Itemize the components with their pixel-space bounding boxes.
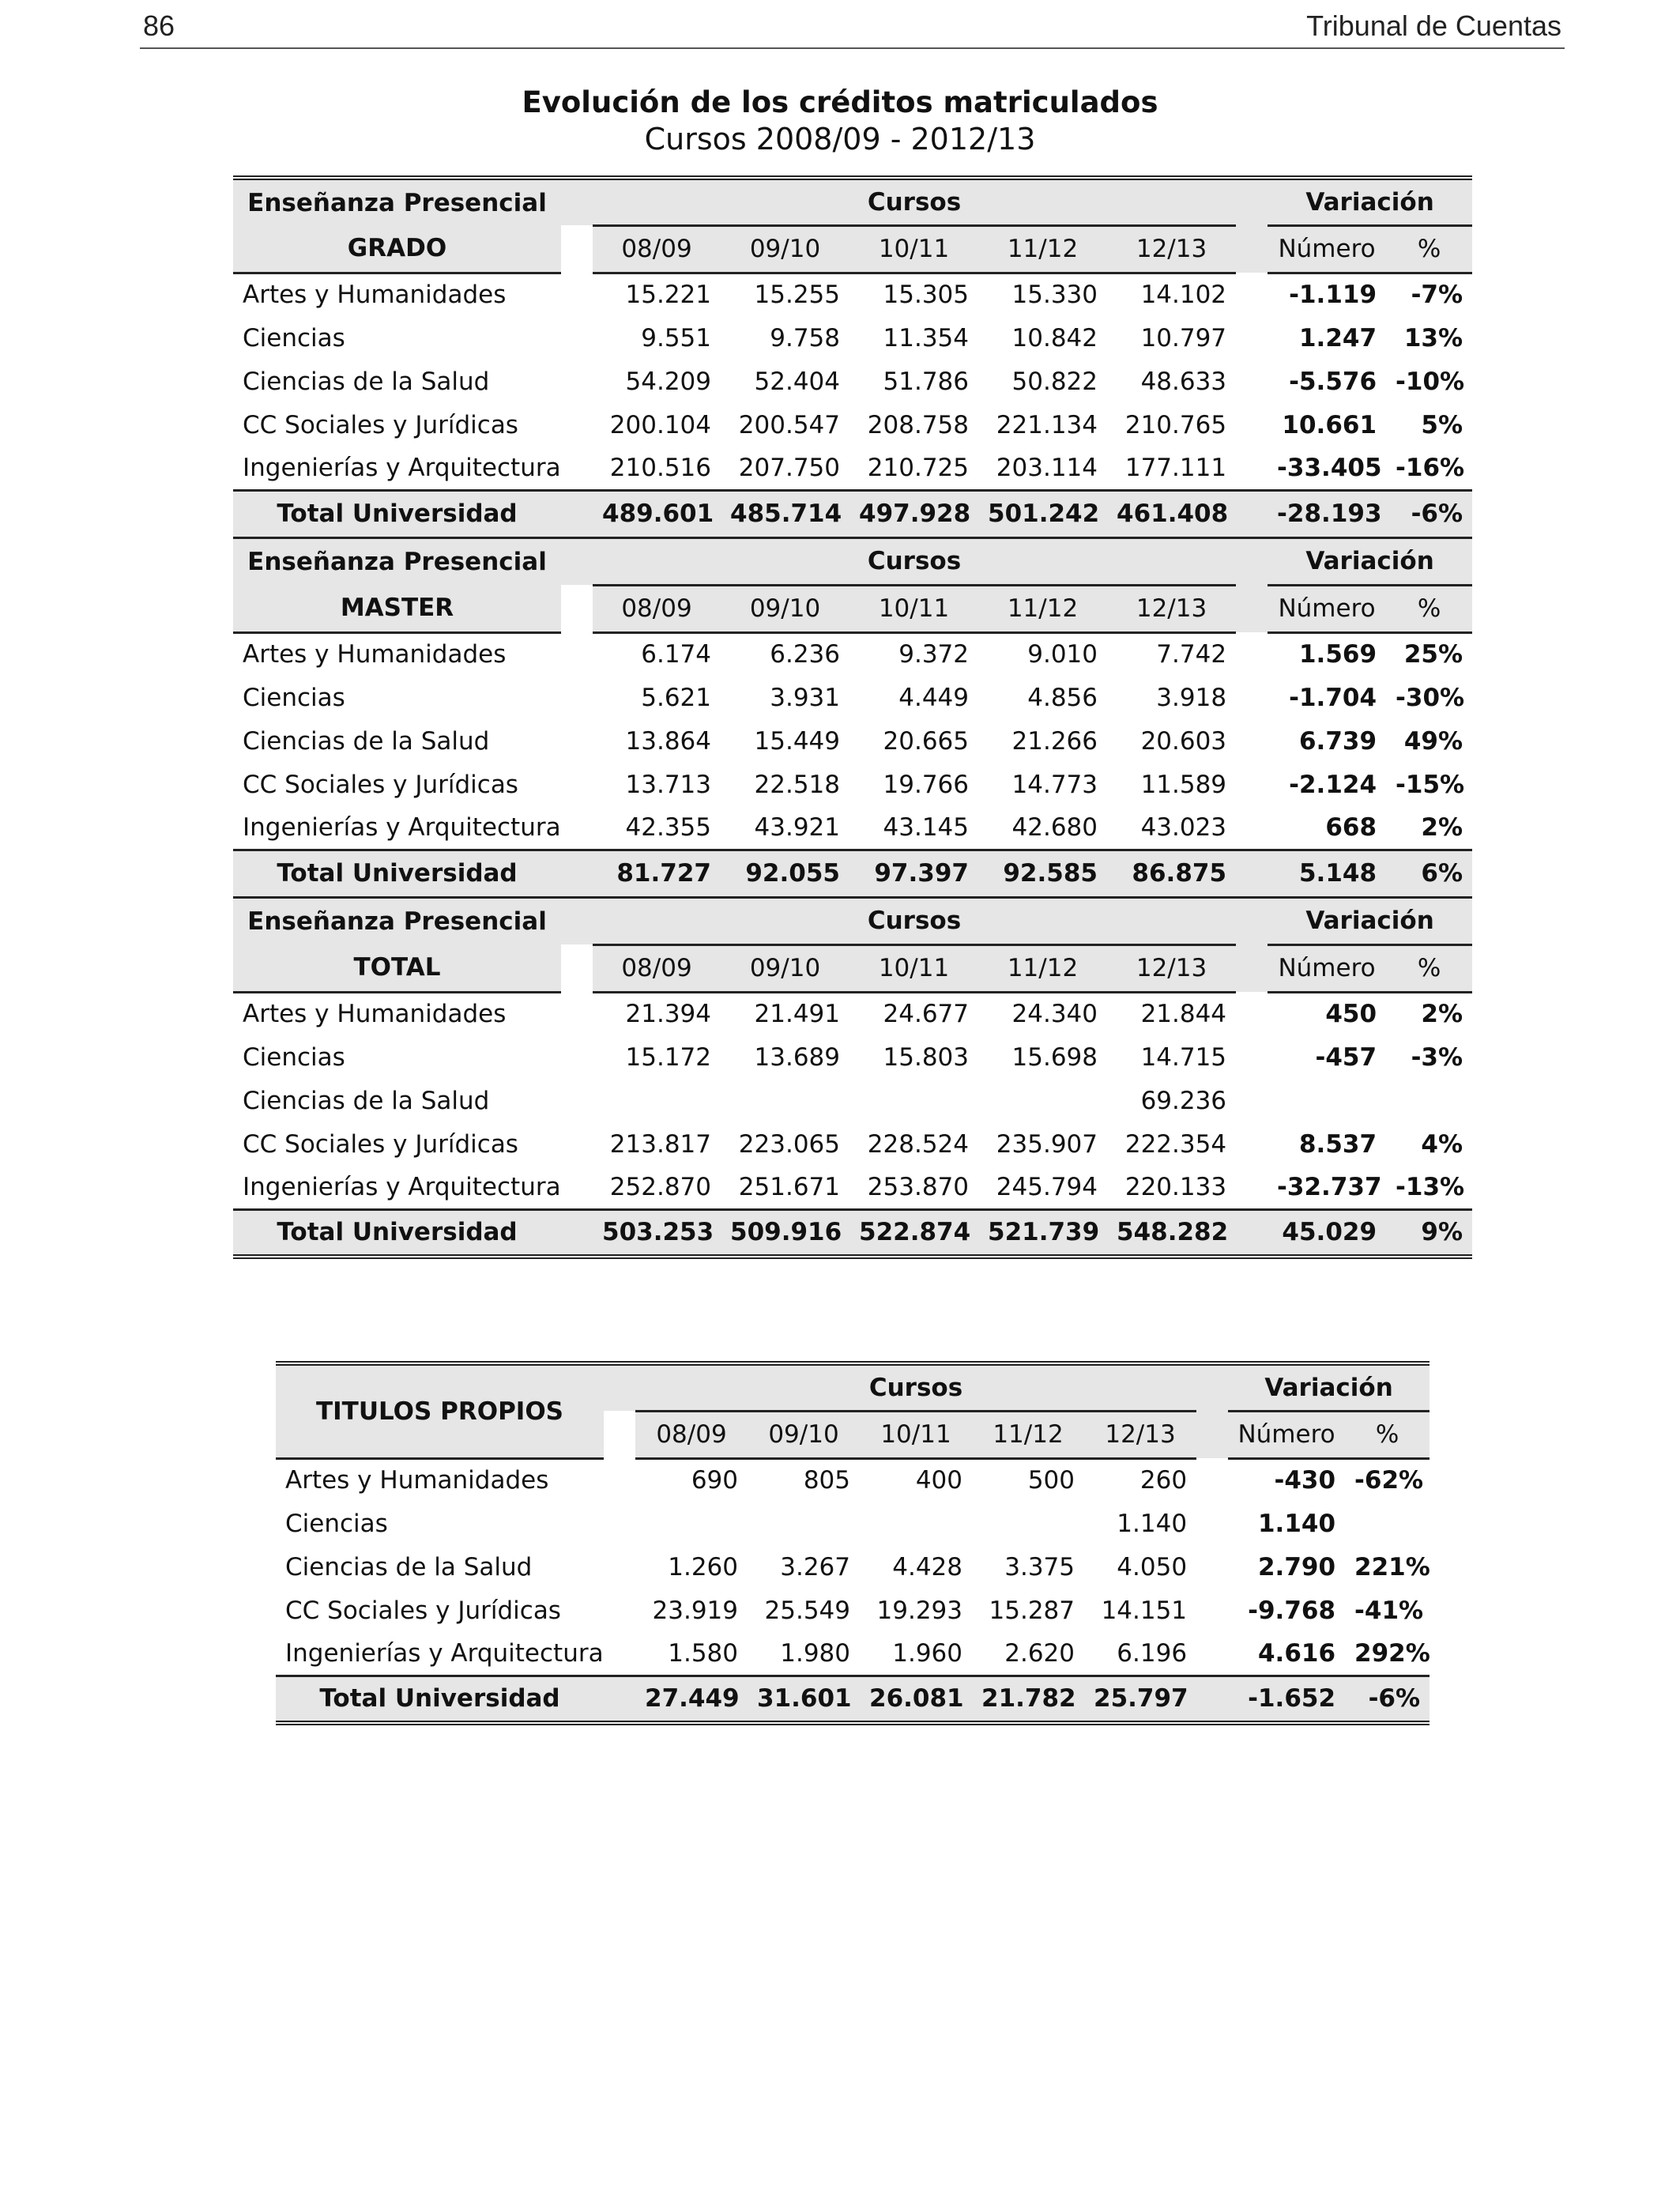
value-cell: 1.980	[780, 1638, 850, 1668]
value-cell: 690	[691, 1466, 738, 1495]
total-value-cell: 97.397	[849, 850, 978, 897]
value-cell: 177.111	[1124, 453, 1227, 482]
page-number: 86	[143, 9, 175, 42]
value-cell: 3.267	[780, 1552, 850, 1581]
row-label: Ciencias	[285, 1509, 388, 1538]
value-cell: 21.491	[754, 1000, 840, 1029]
section-type-label: Enseñanza Presencial	[233, 537, 561, 585]
var-num-cell: 1.247	[1298, 323, 1377, 352]
var-num-cell: -33.405	[1277, 453, 1382, 482]
year-header: 11/12	[978, 225, 1107, 273]
row-label: CC Sociales y Jurídicas	[285, 1596, 561, 1625]
page-header	[140, 3, 1565, 49]
value-cell: 3.375	[1004, 1552, 1075, 1581]
year-header: 09/10	[721, 944, 849, 992]
value-cell	[972, 1502, 1084, 1545]
value-cell: 9.372	[898, 640, 969, 669]
var-pct-cell: 2%	[1421, 1000, 1463, 1029]
year-header: 10/11	[849, 944, 978, 992]
value-cell: 43.145	[883, 812, 969, 842]
value-cell: 11.589	[1140, 770, 1227, 799]
year-header: 11/12	[978, 944, 1107, 992]
value-cell: 200.547	[738, 410, 840, 439]
var-num-cell: 668	[1325, 812, 1377, 842]
table-row	[233, 632, 1472, 676]
total-value-cell: 26.081	[860, 1676, 972, 1723]
main-credits-table	[233, 175, 1472, 1259]
total-var-pct: -6%	[1386, 490, 1472, 537]
table-row	[233, 1122, 1472, 1166]
value-cell: 200.104	[609, 410, 711, 439]
value-cell: 22.518	[754, 770, 840, 799]
total-value-cell: 501.242	[978, 490, 1107, 537]
row-label: CC Sociales y Jurídicas	[243, 410, 518, 439]
total-value-cell: 522.874	[849, 1209, 978, 1257]
total-label: Total Universidad	[276, 1676, 604, 1723]
cursos-header: Cursos	[593, 178, 1236, 225]
section-header-row	[233, 537, 1472, 585]
total-value-cell: 521.739	[978, 1209, 1107, 1257]
total-row	[233, 1209, 1472, 1257]
total-value-cell: 485.714	[721, 490, 849, 537]
section-subheader-row	[233, 585, 1472, 632]
var-pct-cell: 4%	[1421, 1129, 1463, 1159]
var-pct-cell: -13%	[1396, 1172, 1465, 1201]
table-row	[233, 806, 1472, 850]
table-row	[276, 1632, 1430, 1676]
value-cell: 221.134	[996, 410, 1098, 439]
year-header: 09/10	[721, 225, 849, 273]
value-cell: 15.255	[754, 281, 840, 310]
value-cell: 400	[915, 1466, 962, 1495]
value-cell: 6.236	[770, 640, 840, 669]
value-cell: 253.870	[867, 1172, 969, 1201]
value-cell	[748, 1502, 860, 1545]
total-value-cell: 497.928	[849, 490, 978, 537]
total-var-pct: 6%	[1386, 850, 1472, 897]
total-label: Total Universidad	[233, 490, 561, 537]
table-row	[276, 1502, 1430, 1545]
row-label: Ciencias	[243, 323, 345, 352]
var-num-cell: -9.768	[1248, 1596, 1336, 1625]
value-cell: 203.114	[996, 453, 1098, 482]
table-row	[276, 1589, 1430, 1632]
var-pct-cell: -3%	[1411, 1042, 1463, 1072]
year-header: 09/10	[748, 1411, 860, 1458]
var-pct-cell	[1345, 1502, 1430, 1545]
row-label: Ingenierías y Arquitectura	[243, 453, 561, 482]
value-cell: 48.633	[1140, 367, 1227, 396]
total-var-num: 45.029	[1268, 1209, 1386, 1257]
value-cell: 222.354	[1124, 1129, 1227, 1159]
value-cell: 252.870	[609, 1172, 711, 1201]
value-cell: 3.918	[1156, 683, 1227, 712]
value-cell: 24.340	[1011, 1000, 1098, 1029]
value-cell: 1.140	[1117, 1509, 1188, 1538]
value-cell: 13.713	[625, 770, 711, 799]
cursos-header: Cursos	[635, 1363, 1196, 1411]
var-num-cell: 8.537	[1298, 1129, 1377, 1159]
value-cell: 6.196	[1117, 1638, 1188, 1668]
value-cell: 42.680	[1011, 812, 1098, 842]
value-cell: 11.354	[883, 323, 969, 352]
table-row	[233, 719, 1472, 763]
row-label: Artes y Humanidades	[243, 640, 507, 669]
publisher-name: Tribunal de Cuentas	[1306, 9, 1561, 42]
year-header: 11/12	[972, 1411, 1084, 1458]
value-cell: 21.266	[1011, 726, 1098, 756]
var-pct-cell: 49%	[1403, 726, 1463, 756]
section-name: GRADO	[233, 225, 561, 273]
value-cell: 4.050	[1117, 1552, 1188, 1581]
total-value-cell: 21.782	[972, 1676, 1084, 1723]
pct-header: %	[1386, 225, 1472, 273]
total-value-cell: 92.055	[721, 850, 849, 897]
value-cell: 43.921	[754, 812, 840, 842]
var-pct-cell: -30%	[1396, 683, 1465, 712]
row-label: Ciencias	[243, 683, 345, 712]
table-row	[233, 992, 1472, 1035]
numero-header: Número	[1268, 944, 1386, 992]
value-cell: 500	[1027, 1466, 1075, 1495]
table-row	[233, 676, 1472, 719]
value-cell: 1.580	[668, 1638, 738, 1668]
table-row	[233, 1166, 1472, 1209]
row-label: Ingenierías y Arquitectura	[243, 1172, 561, 1201]
var-pct-cell: 2%	[1421, 812, 1463, 842]
value-cell: 10.842	[1011, 323, 1098, 352]
value-cell: 14.102	[1140, 281, 1227, 310]
row-label: Artes y Humanidades	[243, 281, 507, 310]
total-value-cell: 31.601	[748, 1676, 860, 1723]
year-header: 08/09	[593, 944, 721, 992]
value-cell	[978, 1079, 1107, 1122]
value-cell: 21.844	[1140, 1000, 1227, 1029]
value-cell: 21.394	[625, 1000, 711, 1029]
value-cell: 24.677	[883, 1000, 969, 1029]
row-label: Artes y Humanidades	[243, 1000, 507, 1029]
total-value-cell: 461.408	[1107, 490, 1236, 537]
value-cell: 15.172	[625, 1042, 711, 1072]
cursos-header: Cursos	[593, 537, 1236, 585]
year-header: 11/12	[978, 585, 1107, 632]
variacion-header: Variación	[1268, 537, 1472, 585]
section-type-label: Enseñanza Presencial	[233, 178, 561, 225]
value-cell: 13.689	[754, 1042, 840, 1072]
var-num-cell	[1268, 1079, 1386, 1122]
value-cell: 54.209	[625, 367, 711, 396]
var-pct-cell: 292%	[1354, 1638, 1430, 1668]
year-header: 12/13	[1107, 944, 1236, 992]
var-num-cell: -2.124	[1289, 770, 1377, 799]
value-cell: 3.931	[770, 683, 840, 712]
value-cell: 235.907	[996, 1129, 1098, 1159]
value-cell: 42.355	[625, 812, 711, 842]
row-label: Ciencias de la Salud	[243, 367, 490, 396]
value-cell: 210.516	[609, 453, 711, 482]
var-pct-cell: 221%	[1354, 1552, 1430, 1581]
table-row	[276, 1545, 1430, 1589]
section-header-row	[233, 897, 1472, 944]
total-value-cell: 489.601	[593, 490, 721, 537]
pct-header: %	[1345, 1411, 1430, 1458]
value-cell: 228.524	[867, 1129, 969, 1159]
table-row	[233, 360, 1472, 403]
value-cell: 10.797	[1140, 323, 1227, 352]
value-cell: 15.698	[1011, 1042, 1098, 1072]
value-cell: 207.750	[738, 453, 840, 482]
var-pct-cell: 25%	[1403, 640, 1463, 669]
numero-header: Número	[1268, 585, 1386, 632]
value-cell: 15.330	[1011, 281, 1098, 310]
pct-header: %	[1386, 585, 1472, 632]
var-pct-cell: -15%	[1396, 770, 1465, 799]
section-name: TITULOS PROPIOS	[276, 1363, 604, 1458]
value-cell	[635, 1502, 748, 1545]
value-cell	[860, 1502, 972, 1545]
cursos-header: Cursos	[593, 897, 1236, 944]
total-value-cell: 25.797	[1084, 1676, 1196, 1723]
row-label: Ciencias	[243, 1042, 345, 1072]
section-subheader-row	[233, 944, 1472, 992]
var-num-cell: -1.119	[1289, 281, 1377, 310]
row-label: Ingenierías y Arquitectura	[243, 812, 561, 842]
total-label: Total Universidad	[233, 850, 561, 897]
table-row	[276, 1458, 1430, 1502]
value-cell: 13.864	[625, 726, 711, 756]
section-name: TOTAL	[233, 944, 561, 992]
value-cell: 5.621	[641, 683, 711, 712]
var-num-cell: -457	[1315, 1042, 1377, 1072]
value-cell: 20.603	[1140, 726, 1227, 756]
pct-header: %	[1386, 944, 1472, 992]
value-cell: 52.404	[754, 367, 840, 396]
var-num-cell: -1.704	[1289, 683, 1377, 712]
value-cell: 43.023	[1140, 812, 1227, 842]
year-header: 09/10	[721, 585, 849, 632]
value-cell: 15.305	[883, 281, 969, 310]
variacion-header: Variación	[1268, 897, 1472, 944]
value-cell: 245.794	[996, 1172, 1098, 1201]
var-pct-cell: -62%	[1354, 1466, 1424, 1495]
total-var-num: -1.652	[1228, 1676, 1345, 1723]
value-cell: 20.665	[883, 726, 969, 756]
var-pct-cell: -16%	[1396, 453, 1465, 482]
table-row	[233, 763, 1472, 806]
numero-header: Número	[1228, 1411, 1345, 1458]
value-cell: 15.221	[625, 281, 711, 310]
row-label: Ciencias de la Salud	[285, 1552, 533, 1581]
value-cell: 50.822	[1011, 367, 1098, 396]
section-header-row	[276, 1363, 1430, 1411]
value-cell: 15.803	[883, 1042, 969, 1072]
value-cell	[593, 1079, 721, 1122]
value-cell: 210.725	[867, 453, 969, 482]
value-cell: 6.174	[641, 640, 711, 669]
value-cell: 4.856	[1027, 683, 1098, 712]
value-cell: 14.151	[1101, 1596, 1188, 1625]
section-header-row	[233, 178, 1472, 225]
table-row	[233, 1035, 1472, 1079]
value-cell: 4.428	[892, 1552, 962, 1581]
year-header: 08/09	[593, 225, 721, 273]
value-cell: 1.960	[892, 1638, 962, 1668]
section-name: MASTER	[233, 585, 561, 632]
value-cell: 223.065	[738, 1129, 840, 1159]
year-header: 08/09	[635, 1411, 748, 1458]
total-var-pct: 9%	[1386, 1209, 1472, 1257]
value-cell: 51.786	[883, 367, 969, 396]
row-label: Ciencias de la Salud	[243, 726, 490, 756]
year-header: 10/11	[849, 225, 978, 273]
year-header: 08/09	[593, 585, 721, 632]
var-pct-cell: 5%	[1421, 410, 1463, 439]
var-num-cell: 6.739	[1298, 726, 1377, 756]
var-num-cell: 4.616	[1257, 1638, 1336, 1668]
section-type-label: Enseñanza Presencial	[233, 897, 561, 944]
total-row	[233, 490, 1472, 537]
variacion-header: Variación	[1268, 178, 1472, 225]
total-var-pct: -6%	[1345, 1676, 1430, 1723]
titulos-propios-table	[276, 1361, 1430, 1725]
table-row	[233, 273, 1472, 316]
var-pct-cell: -10%	[1396, 367, 1465, 396]
value-cell: 9.010	[1027, 640, 1098, 669]
value-cell	[721, 1079, 849, 1122]
value-cell: 15.449	[754, 726, 840, 756]
total-row	[233, 850, 1472, 897]
var-pct-cell: 13%	[1403, 323, 1463, 352]
total-value-cell: 503.253	[593, 1209, 721, 1257]
total-label: Total Universidad	[233, 1209, 561, 1257]
total-var-num: -28.193	[1268, 490, 1386, 537]
value-cell: 9.551	[641, 323, 711, 352]
total-var-num: 5.148	[1268, 850, 1386, 897]
var-num-cell: -430	[1274, 1466, 1336, 1495]
variacion-header: Variación	[1228, 1363, 1430, 1411]
row-label: CC Sociales y Jurídicas	[243, 1129, 518, 1159]
year-header: 12/13	[1084, 1411, 1196, 1458]
value-cell: 14.715	[1140, 1042, 1227, 1072]
table-row	[233, 447, 1472, 490]
value-cell	[849, 1079, 978, 1122]
row-label: Artes y Humanidades	[285, 1466, 549, 1495]
value-cell: 19.766	[883, 770, 969, 799]
value-cell: 14.773	[1011, 770, 1098, 799]
var-num-cell: 2.790	[1257, 1552, 1336, 1581]
total-value-cell: 92.585	[978, 850, 1107, 897]
row-label: Ciencias de la Salud	[243, 1086, 490, 1115]
value-cell: 1.260	[668, 1552, 738, 1581]
total-value-cell: 81.727	[593, 850, 721, 897]
value-cell: 805	[803, 1466, 850, 1495]
value-cell: 69.236	[1140, 1086, 1227, 1115]
table-row	[233, 1079, 1472, 1122]
var-num-cell: -32.737	[1277, 1172, 1382, 1201]
numero-header: Número	[1268, 225, 1386, 273]
var-pct-cell: -7%	[1411, 281, 1463, 310]
value-cell: 251.671	[738, 1172, 840, 1201]
year-header: 12/13	[1107, 585, 1236, 632]
table-row	[233, 316, 1472, 360]
year-header: 10/11	[849, 585, 978, 632]
value-cell: 15.287	[989, 1596, 1075, 1625]
var-pct-cell: -41%	[1354, 1596, 1424, 1625]
document-title: Evolución de los créditos matriculados	[522, 85, 1158, 119]
value-cell: 260	[1139, 1466, 1188, 1495]
value-cell: 25.549	[764, 1596, 850, 1625]
value-cell: 2.620	[1004, 1638, 1075, 1668]
value-cell: 7.742	[1156, 640, 1227, 669]
total-value-cell: 27.449	[635, 1676, 748, 1723]
var-num-cell: 1.140	[1257, 1509, 1336, 1538]
value-cell: 210.765	[1124, 410, 1227, 439]
table-row	[233, 403, 1472, 447]
total-value-cell: 509.916	[721, 1209, 849, 1257]
value-cell: 19.293	[876, 1596, 962, 1625]
var-num-cell: -5.576	[1289, 367, 1377, 396]
value-cell: 9.758	[770, 323, 840, 352]
document-subtitle: Cursos 2008/09 - 2012/13	[644, 122, 1036, 156]
value-cell: 213.817	[609, 1129, 711, 1159]
section-subheader-row	[233, 225, 1472, 273]
total-row	[276, 1676, 1430, 1723]
total-value-cell: 86.875	[1107, 850, 1236, 897]
value-cell: 208.758	[867, 410, 969, 439]
value-cell: 4.449	[898, 683, 969, 712]
var-num-cell: 1.569	[1298, 640, 1377, 669]
total-value-cell: 548.282	[1107, 1209, 1236, 1257]
year-header: 10/11	[860, 1411, 972, 1458]
row-label: CC Sociales y Jurídicas	[243, 770, 518, 799]
value-cell: 220.133	[1124, 1172, 1227, 1201]
var-pct-cell	[1386, 1079, 1472, 1122]
var-num-cell: 450	[1325, 1000, 1377, 1029]
row-label: Ingenierías y Arquitectura	[285, 1638, 604, 1668]
year-header: 12/13	[1107, 225, 1236, 273]
value-cell: 23.919	[652, 1596, 738, 1625]
var-num-cell: 10.661	[1282, 410, 1377, 439]
